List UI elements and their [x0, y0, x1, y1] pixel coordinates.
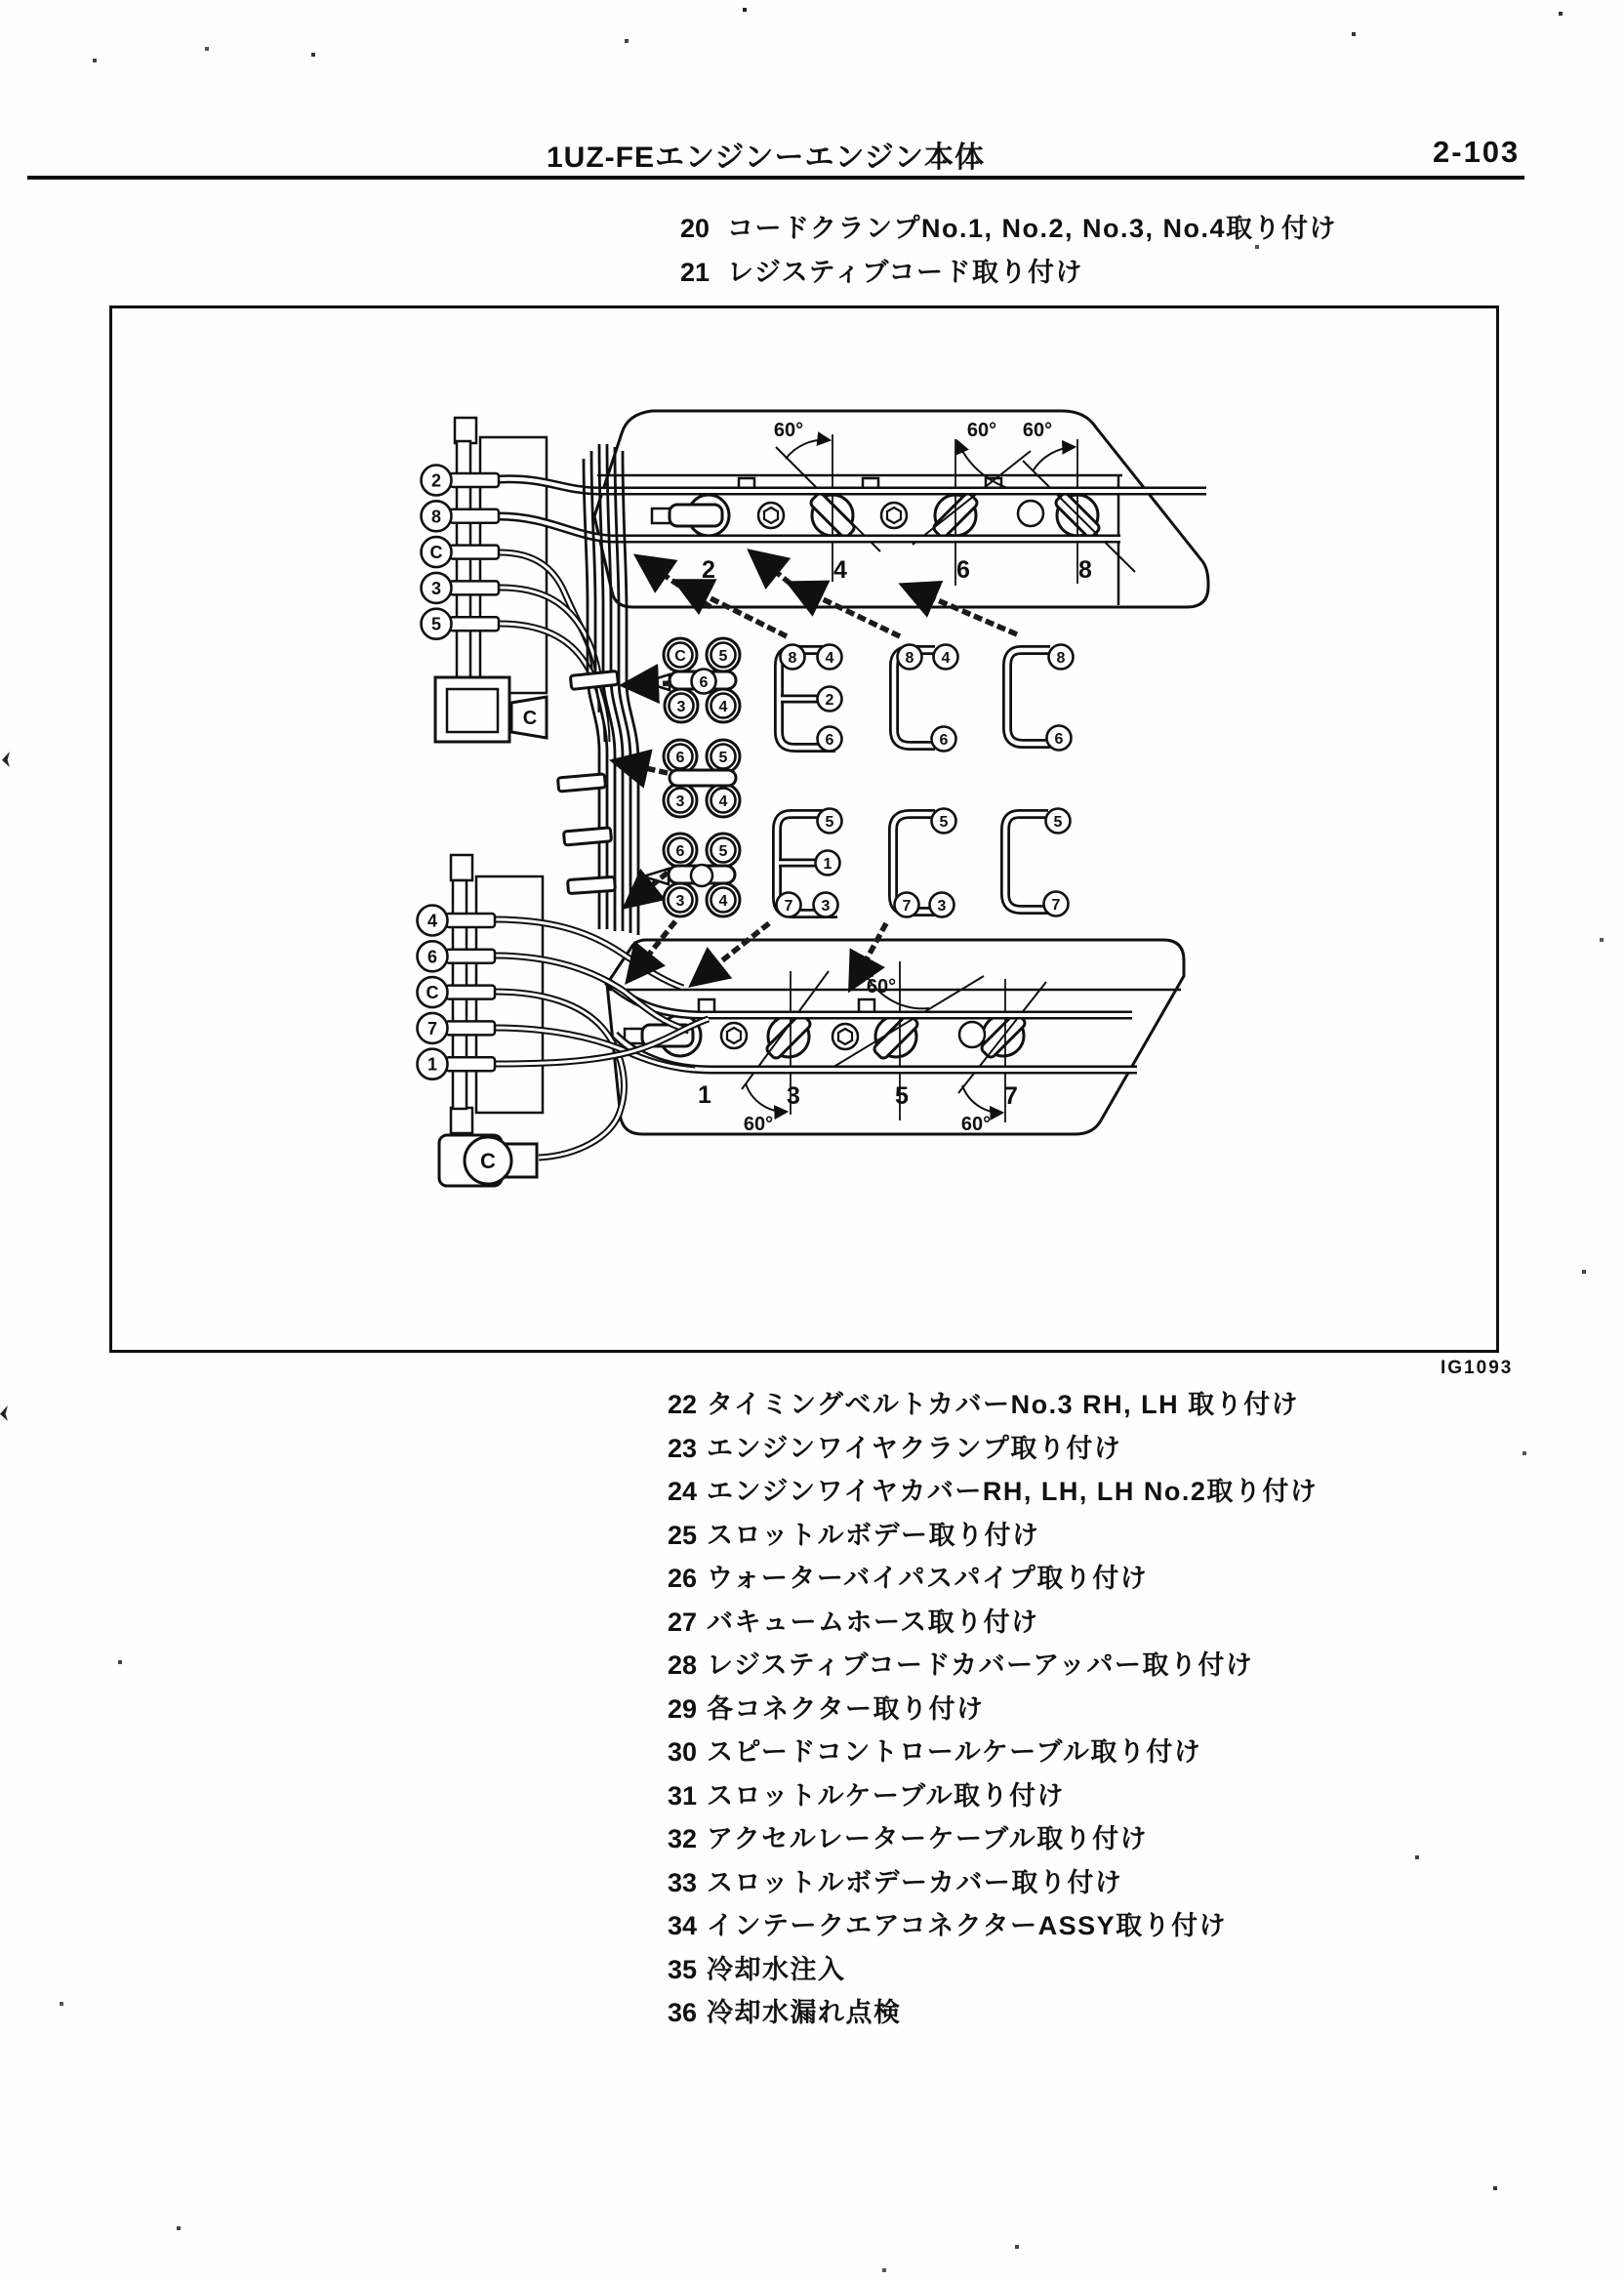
clamp-wire-label: [898, 645, 922, 670]
cylinder-number: 5: [895, 1082, 909, 1110]
clamp-wire-label: [777, 893, 801, 917]
cylinder-number: 4: [833, 556, 847, 584]
step-number: 20: [680, 214, 710, 243]
clamp-wire-label: [934, 645, 958, 670]
step-item: [668, 1383, 1299, 1421]
step-text: インテークエアコネクターASSY取り付け: [707, 1911, 1228, 1940]
distributor-connector: [439, 1135, 537, 1186]
step-text: エンジンワイヤカバーRH, LH, LH No.2取り付け: [707, 1477, 1319, 1506]
svg-text:5: 5: [825, 813, 834, 831]
top-bank-cover: [594, 411, 1208, 607]
step-text: 冷却水漏れ点検: [707, 1998, 902, 2027]
step-item: [668, 1601, 1039, 1639]
ignition-cord-routing-diagram: [109, 305, 1499, 1353]
step-text: エンジンワイヤクランプ取り付け: [707, 1434, 1122, 1463]
clamp-wire-label: [692, 670, 716, 694]
clamp-wire-label: [669, 745, 693, 769]
clamp-wire-label: [932, 727, 956, 752]
angle-label: 60°: [960, 1114, 992, 1135]
cord-terminal-label: [418, 1013, 448, 1043]
step-text: タイミングベルトカバーNo.3 RH, LH 取り付け: [707, 1390, 1300, 1419]
svg-text:5: 5: [718, 647, 728, 665]
cylinder-number: 3: [787, 1082, 800, 1110]
cord-terminal-label: [418, 1049, 448, 1079]
cylinder-number: 8: [1078, 556, 1092, 584]
cylinder-number: 1: [698, 1081, 711, 1109]
figure-code: IG1093: [1441, 1358, 1514, 1378]
step-number: 32: [668, 1824, 698, 1853]
svg-text:6: 6: [426, 947, 438, 967]
svg-text:2: 2: [825, 691, 834, 709]
step-item: [668, 1904, 1227, 1942]
clamp-wire-label: [818, 727, 842, 752]
cord-terminal-label: [422, 537, 452, 567]
svg-text:C: C: [674, 647, 686, 665]
clamp-wire-label: [816, 851, 840, 875]
angle-label: 60°: [773, 420, 804, 441]
svg-text:5: 5: [718, 842, 728, 860]
svg-text:1: 1: [823, 855, 832, 873]
step-text: レジスティブコード取り付け: [727, 258, 1083, 287]
clamp-wire-label: [711, 745, 736, 769]
svg-text:3: 3: [821, 897, 831, 915]
clamp-wire-label: [818, 645, 842, 670]
svg-text:7: 7: [426, 1018, 438, 1038]
step-number: 30: [668, 1737, 698, 1767]
clamp-wire-label: [1046, 809, 1071, 834]
angle-label: 60°: [866, 976, 897, 998]
clamp-wire-label: [711, 643, 736, 668]
svg-text:5: 5: [939, 813, 949, 831]
page-title: 1UZ-FEエンジンーエンジン本体: [547, 142, 985, 174]
step-number: 24: [668, 1477, 698, 1506]
step-text: コードクランプNo.1, No.2, No.3, No.4取り付け: [727, 214, 1338, 243]
cylinder-number: 2: [702, 556, 715, 584]
svg-text:2: 2: [430, 470, 442, 491]
step-number: 27: [668, 1608, 698, 1637]
svg-text:7: 7: [1051, 896, 1061, 914]
step-item: [668, 1817, 1148, 1855]
distributor-connector-label: C: [480, 1149, 496, 1173]
resistive-cords: [494, 444, 1206, 1158]
svg-text:5: 5: [1053, 813, 1063, 831]
step-number: 29: [668, 1694, 698, 1724]
clamp-wire-label: [711, 838, 736, 863]
step-item: [668, 1557, 1148, 1595]
cord-terminal-label: [422, 609, 452, 639]
clamp-wire-label: [711, 888, 736, 913]
step-number: 31: [668, 1781, 698, 1811]
cord-terminal-label: [418, 977, 448, 1007]
clamp-wire-label: [818, 687, 842, 712]
svg-text:4: 4: [825, 649, 834, 667]
svg-text:4: 4: [718, 698, 728, 715]
cord-terminal-label: [422, 466, 452, 496]
svg-text:3: 3: [675, 793, 685, 810]
clamp-wire-label: [818, 809, 842, 834]
step-text: ウォーターバイパスパイプ取り付け: [707, 1564, 1149, 1593]
head-bolt: [721, 1022, 985, 1049]
svg-text:3: 3: [675, 892, 685, 910]
step-number: 34: [668, 1911, 698, 1940]
svg-text:4: 4: [718, 892, 728, 910]
svg-text:6: 6: [825, 731, 834, 749]
clamp-wire-label: [781, 645, 805, 670]
clamp-wire-label: [1047, 726, 1072, 751]
step-text: バキュームホース取り付け: [707, 1608, 1039, 1637]
angle-label: 60°: [966, 420, 997, 441]
step-item: [668, 1948, 846, 1986]
svg-text:6: 6: [1054, 730, 1064, 748]
angle-label: 60°: [1022, 420, 1053, 441]
clamp-wire-label: [711, 694, 736, 718]
scan-noise: [0, 0, 2, 2]
step-text: 各コネクター取り付け: [707, 1694, 985, 1724]
clamp-wire-label: [930, 893, 954, 917]
svg-text:1: 1: [426, 1054, 438, 1075]
svg-text:8: 8: [905, 649, 914, 667]
svg-text:6: 6: [675, 749, 685, 766]
svg-text:6: 6: [699, 673, 709, 691]
svg-text:8: 8: [788, 649, 797, 667]
svg-text:4: 4: [718, 793, 728, 810]
header-rule: [27, 176, 1524, 180]
step-number: 33: [668, 1868, 698, 1897]
step-text: レジスティブコードカバーアッパー取り付け: [707, 1650, 1254, 1680]
step-text: 冷却水注入: [707, 1955, 846, 1984]
cord-terminal-label: [422, 573, 452, 603]
step-item: [668, 1470, 1318, 1508]
step-number: 35: [668, 1955, 698, 1984]
step-number: 22: [668, 1390, 698, 1419]
cord-terminal-label: [418, 941, 448, 971]
figure-frame: [109, 305, 1499, 1353]
page-number: 2-103: [1433, 135, 1521, 169]
step-item: [668, 1730, 1201, 1769]
svg-text:7: 7: [902, 897, 912, 915]
svg-text:8: 8: [430, 507, 442, 527]
step-item: [668, 1688, 984, 1726]
step-number: 26: [668, 1564, 698, 1593]
cylinder-number: 7: [1004, 1082, 1018, 1110]
cylinder-number: 6: [956, 556, 970, 584]
angle-label: 60°: [743, 1114, 774, 1135]
cord-terminal-label: [422, 501, 452, 531]
step-item: [668, 1644, 1253, 1682]
svg-text:3: 3: [937, 897, 947, 915]
svg-text:4: 4: [426, 911, 438, 931]
svg-text:6: 6: [939, 731, 949, 749]
step-number: 25: [668, 1521, 698, 1550]
svg-text:8: 8: [1056, 649, 1066, 667]
clamp-wire-label: [1049, 645, 1074, 670]
step-item: [668, 1427, 1121, 1465]
step-item: [668, 1991, 902, 2029]
step-item: [680, 207, 1337, 245]
clamp-wire-label: [932, 809, 956, 834]
scan-edge-mark: [0, 1405, 8, 1421]
svg-text:4: 4: [941, 649, 951, 667]
svg-text:3: 3: [676, 698, 686, 715]
step-text: スロットルケーブル取り付け: [707, 1781, 1065, 1811]
step-text: スピードコントロールケーブル取り付け: [707, 1737, 1202, 1767]
svg-text:C: C: [426, 983, 439, 1003]
step-number: 23: [668, 1434, 698, 1463]
svg-text:5: 5: [430, 614, 442, 634]
step-text: スロットルボデーカバー取り付け: [707, 1868, 1123, 1897]
step-number: 28: [668, 1650, 698, 1680]
step-number: 21: [680, 258, 710, 287]
scan-edge-mark: [2, 752, 10, 767]
cord-terminal-label: [418, 906, 448, 936]
step-item: [668, 1514, 1039, 1552]
step-item: [668, 1861, 1122, 1899]
svg-text:C: C: [429, 543, 443, 563]
step-number: 36: [668, 1998, 698, 2027]
svg-text:6: 6: [675, 842, 685, 860]
clamp-wire-label: [669, 789, 693, 813]
step-text: アクセルレーターケーブル取り付け: [707, 1824, 1149, 1853]
head-bolt: [758, 501, 1043, 528]
clamp-wire-label: [895, 893, 919, 917]
coil-connector-label: C: [522, 708, 538, 729]
clamp-wire-label: [711, 789, 736, 813]
clamp-wire-label: [814, 893, 838, 917]
clamp-wire-label: [670, 694, 694, 718]
clamp-wire-label: [669, 888, 693, 913]
clamp-wire-label: [669, 643, 693, 668]
left-top-terminal-strip: [455, 418, 547, 714]
step-text: スロットルボデー取り付け: [707, 1521, 1040, 1550]
step-item: [668, 1774, 1065, 1812]
svg-text:3: 3: [430, 578, 442, 598]
step-item: [680, 251, 1083, 289]
svg-text:5: 5: [718, 749, 728, 766]
clamp-wire-label: [669, 838, 693, 863]
svg-text:7: 7: [784, 897, 793, 915]
clamp-wire-label: [1044, 892, 1069, 916]
